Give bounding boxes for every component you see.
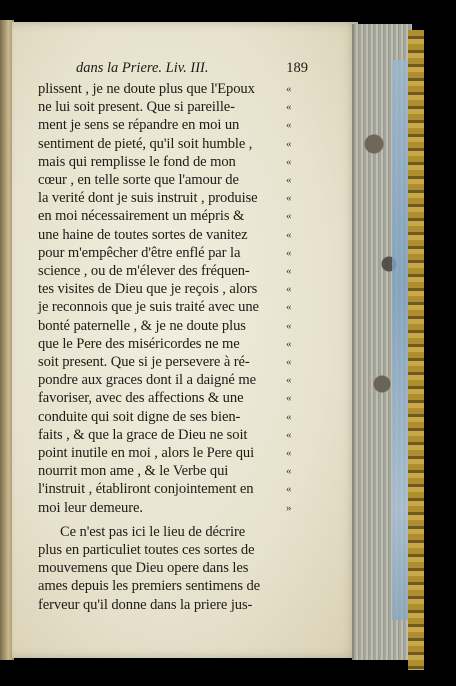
quote-mark: « [286, 101, 292, 114]
quote-mark: « [286, 301, 292, 314]
text-line: je reconnois que je suis traité avec une « [38, 299, 292, 316]
quote-mark: « [286, 228, 292, 241]
quote-mark: » [286, 501, 292, 514]
quote-mark: « [286, 155, 292, 168]
text-line: pour m'empêcher d'être enflé par la « [38, 244, 292, 261]
quote-mark: « [286, 174, 292, 187]
quote-mark: « [286, 337, 292, 350]
quote-mark: « [286, 246, 292, 259]
text-line: plus en particuliet toutes ces sortes de [38, 542, 255, 559]
quote-mark: « [286, 465, 292, 478]
paragraph-2 [38, 523, 298, 614]
quote-mark: « [286, 392, 292, 405]
text-line: faits , & que la grace de Dieu ne soit « [38, 426, 292, 443]
text-line: science , ou de m'élever des fréquen- « [38, 263, 292, 280]
text-line: conduite qui soit digne de ses bien- « [38, 408, 292, 425]
quote-mark: « [286, 483, 292, 496]
text-line: ne lui soit present. Que si pareille- « [38, 99, 292, 116]
text-line: moi leur demeure. » [38, 499, 292, 516]
quote-mark: « [286, 283, 292, 296]
text-line: pondre aux graces dont il a daigné me « [38, 372, 292, 389]
quote-mark: « [286, 265, 292, 278]
text-line: ment je sens se répandre en moi un « [38, 117, 292, 134]
text-line: nourrit mon ame , & le Verbe qui « [38, 463, 292, 480]
text-line: cœur , en telle sorte que l'amour de « [38, 172, 292, 189]
text-line: ferveur qu'il donne dans la priere jus- [38, 596, 253, 613]
quote-mark: « [286, 83, 292, 95]
text-line: l'instruit , établiront conjointement en « [38, 481, 292, 498]
quote-mark: « [286, 137, 292, 150]
text-line: en moi nécessairement un mépris & « [38, 208, 292, 225]
text-line: soit present. Que si je persevere à ré- « [38, 354, 292, 371]
text-line: sentiment de pieté, qu'il soit humble , « [38, 135, 292, 152]
paragraph-1 [38, 80, 298, 517]
quote-mark: « [286, 428, 292, 441]
quote-mark: « [286, 319, 292, 332]
text-line: point inutile en moi , alors le Pere qui « [38, 445, 292, 462]
text-line: ames depuis les premiers sentimens de [38, 578, 261, 595]
quote-mark: « [286, 447, 292, 460]
page-text [38, 60, 308, 614]
quote-mark: « [286, 192, 292, 205]
text-line: tes visites de Dieu que je reçois , alors « [38, 281, 292, 298]
running-header [38, 60, 308, 80]
text-line: Ce n'est pas ici le lieu de décrire [60, 523, 246, 540]
text-line: mouvemens que Dieu opere dans les [38, 560, 249, 577]
text-line: favoriser, avec des affections & une « [38, 390, 292, 407]
text-line: bonté paternelle , & je ne doute plus « [38, 317, 292, 334]
text-line: plissent , je ne doute plus que l'Epoux « [38, 81, 292, 97]
quote-mark: « [286, 210, 292, 223]
page-number: 189 [286, 60, 308, 76]
quote-mark: « [286, 356, 292, 369]
gilt-edge [408, 30, 424, 670]
text-line: mais qui remplisse le fond de mon « [38, 153, 292, 170]
quote-mark: « [286, 410, 292, 423]
running-head: dans la Priere. Liv. III. [76, 60, 209, 76]
text-line: que le Pere des miséricordes ne me « [38, 335, 292, 352]
text-line: la verité dont je suis instruit , produise « [38, 190, 292, 207]
quote-mark: « [286, 119, 292, 132]
quote-mark: « [286, 374, 292, 387]
text-line: une haine de toutes sortes de vanitez « [38, 226, 292, 243]
